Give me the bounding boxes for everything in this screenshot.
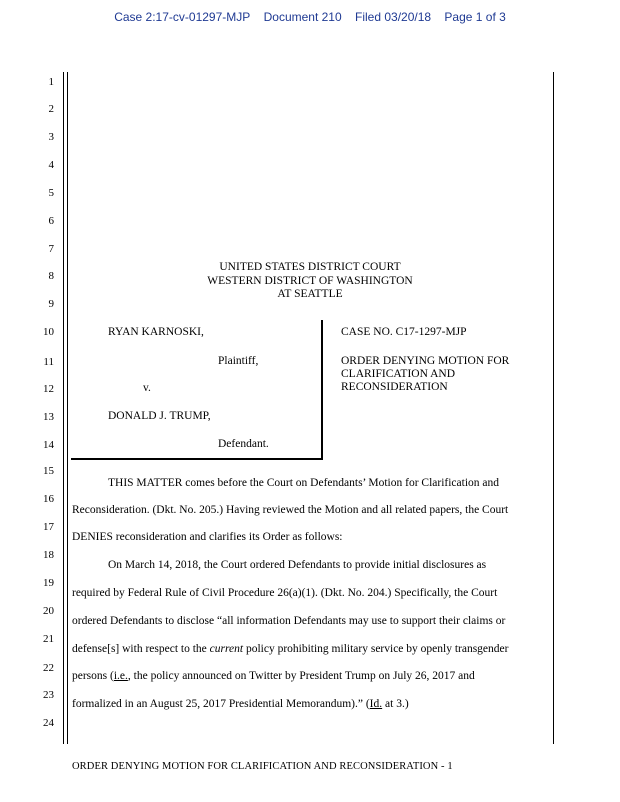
order-title-line-1: ORDER DENYING MOTION FOR	[341, 355, 510, 367]
body-text: , the policy announced on Twitter by President Trump on July 26, 2017 and	[127, 670, 475, 682]
left-margin-line-inner	[67, 72, 68, 744]
body-line	[72, 643, 508, 656]
line-number: 6	[48, 215, 54, 227]
line-number: 21	[43, 633, 54, 645]
body-text: at 3.)	[382, 698, 409, 710]
emphasis-current: current	[209, 643, 244, 655]
line-number: 4	[48, 159, 54, 171]
line-number: 5	[48, 187, 54, 199]
line-number: 22	[43, 662, 54, 674]
body-line: DENIES reconsideration and clarifies its Order as follows:	[72, 531, 343, 543]
body-line: On March 14, 2018, the Court ordered Defendants to provide initial disclosures as	[108, 559, 487, 571]
line-number: 24	[43, 717, 54, 729]
defendant-label: Defendant.	[218, 438, 269, 450]
page-indicator: Page 1 of 3	[444, 10, 506, 24]
order-title-line-3: RECONSIDERATION	[341, 381, 448, 393]
line-number: 20	[43, 605, 54, 617]
line-number: 16	[43, 493, 54, 505]
line-number: 10	[43, 326, 54, 338]
line-number: 1	[48, 76, 54, 88]
body-line: THIS MATTER comes before the Court on Defendants’ Motion for Clarification and	[108, 477, 500, 489]
line-number: 23	[43, 689, 54, 701]
right-margin-line	[553, 72, 554, 744]
document-number: Document 210	[263, 10, 342, 24]
ecf-header	[0, 10, 620, 24]
body-line: required by Federal Rule of Civil Procedure 26(a)(1). (Dkt. No. 204.) Specifically, the Court	[72, 587, 498, 599]
line-number: 18	[43, 549, 54, 561]
line-number: 7	[48, 243, 54, 255]
defendant-name: DONALD J. TRUMP,	[108, 410, 211, 422]
court-location: AT SEATTLE	[277, 288, 343, 300]
line-number: 8	[48, 270, 54, 282]
case-no: CASE NO. C17-1297-MJP	[341, 326, 467, 338]
body-line	[72, 670, 475, 683]
court-district: WESTERN DISTRICT OF WASHINGTON	[207, 274, 413, 287]
body-line: Reconsideration. (Dkt. No. 205.) Having reviewed the Motion and all related papers, the Court	[72, 504, 509, 516]
versus: v.	[143, 382, 151, 394]
line-number: 11	[43, 356, 54, 368]
court-name: UNITED STATES DISTRICT COURT	[219, 261, 401, 273]
plaintiff-label: Plaintiff,	[218, 355, 259, 367]
body-text: defense[s] with respect to the	[72, 643, 210, 655]
body-line	[72, 698, 409, 711]
filed-date: Filed 03/20/18	[355, 10, 432, 24]
case-number: Case 2:17-cv-01297-MJP	[114, 10, 251, 24]
underline-id: Id.	[369, 698, 383, 710]
order-title-line-2: CLARIFICATION AND	[341, 368, 456, 380]
body-text: persons (	[72, 670, 114, 682]
line-number: 3	[48, 131, 54, 143]
line-number: 2	[48, 103, 54, 115]
line-number: 9	[48, 298, 54, 310]
plaintiff-name: RYAN KARNOSKI,	[108, 326, 204, 338]
court-heading	[130, 261, 490, 302]
line-number: 15	[43, 465, 54, 477]
left-margin-line-outer	[63, 72, 64, 744]
underline-ie: i.e.	[113, 670, 128, 682]
body-text: formalized in an August 25, 2017 Presidential Memorandum).” (	[72, 698, 370, 710]
caption-box	[71, 320, 323, 460]
body-text: policy prohibiting military service by openly transgender	[243, 643, 509, 655]
line-number: 12	[43, 383, 54, 395]
line-number: 17	[43, 521, 54, 533]
line-number: 13	[43, 411, 54, 423]
line-number: 14	[43, 439, 54, 451]
page-footer: ORDER DENYING MOTION FOR CLARIFICATION AND RECONSIDERATION - 1	[72, 761, 453, 772]
body-line: ordered Defendants to disclose “all information Defendants may use to support their claims or	[72, 615, 506, 627]
line-number: 19	[43, 577, 54, 589]
